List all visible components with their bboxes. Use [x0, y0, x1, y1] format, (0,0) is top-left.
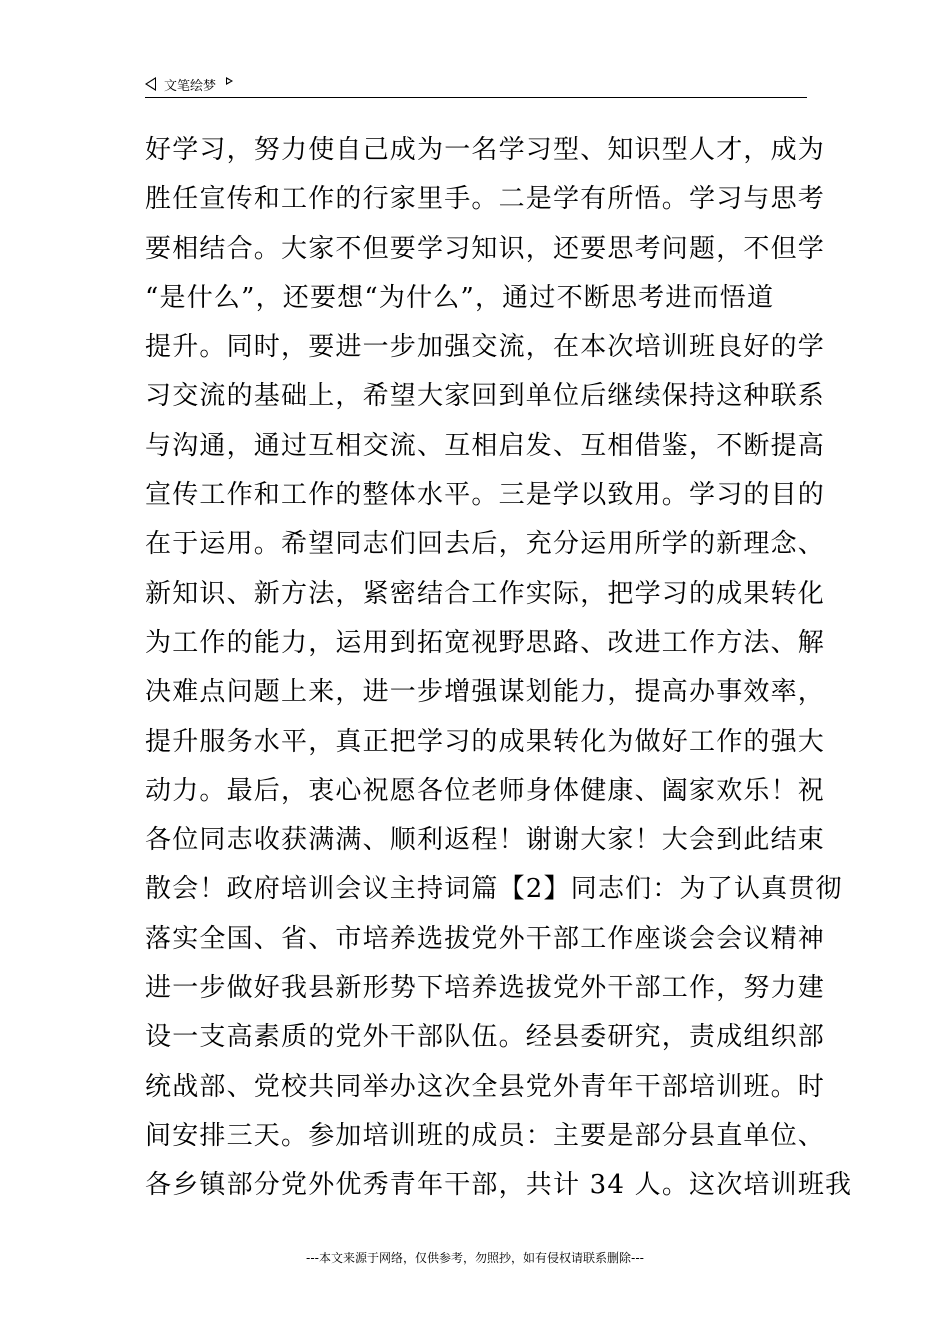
- body-line: 提升服务水平，真正把学习的成果转化为做好工作的强大: [145, 726, 826, 757]
- body-line: 与沟通，通过互相交流、互相启发、互相借鉴，不断提高: [145, 430, 826, 461]
- body-line: 在于运用。希望同志们回去后，充分运用所学的新理念、: [145, 529, 826, 560]
- header-brand: 文笔绘梦: [164, 78, 217, 94]
- footer-disclaimer: ---本文来源于网络，仅供参考，勿照抄，如有侵权请联系删除---: [306, 1251, 644, 1265]
- body-line: 间安排三天。参加培训班的成员：主要是部分县直单位、: [145, 1120, 826, 1151]
- body-line: 要相结合。大家不但要学习知识，还要思考问题，不但学: [145, 233, 826, 264]
- page-header: [145, 72, 807, 96]
- body-line: 决难点问题上来，进一步增强谋划能力，提高办事效率，: [145, 677, 826, 708]
- triangle-right-icon: [226, 77, 233, 85]
- body-line: 各乡镇部分党外优秀青年干部，共计 34 人。这次培训班我: [145, 1170, 853, 1201]
- document-body: [145, 126, 853, 1211]
- triangle-left-icon: [145, 77, 156, 91]
- body-line: 胜任宣传和工作的行家里手。二是学有所悟。学习与思考: [145, 184, 826, 215]
- body-line: 习交流的基础上，希望大家回到单位后继续保持这种联系: [145, 381, 826, 412]
- body-line: 宣传工作和工作的整体水平。三是学以致用。学习的目的: [145, 480, 826, 511]
- body-line: 新知识、新方法，紧密结合工作实际，把学习的成果转化: [145, 578, 826, 609]
- body-line: 统战部、党校共同举办这次全县党外青年干部培训班。时: [145, 1071, 826, 1102]
- body-line: 散会！政府培训会议主持词篇【2】同志们：为了认真贯彻: [145, 874, 843, 905]
- body-line: 落实全国、省、市培养选拔党外干部工作座谈会会议精神: [145, 923, 826, 954]
- body-line: 进一步做好我县新形势下培养选拔党外干部工作，努力建: [145, 973, 826, 1004]
- body-line: “是什么”，还要想“为什么”，通过不断思考进而悟道: [145, 282, 775, 313]
- body-line: 为工作的能力，运用到拓宽视野思路、改进工作方法、解: [145, 627, 826, 658]
- body-line: 动力。最后，衷心祝愿各位老师身体健康、阖家欢乐！祝: [145, 775, 826, 806]
- header-divider: [145, 97, 807, 98]
- body-line: 提升。同时，要进一步加强交流，在本次培训班良好的学: [145, 332, 826, 363]
- body-line: 设一支高素质的党外干部队伍。经县委研究，责成组织部: [145, 1022, 826, 1053]
- body-line: 好学习，努力使自己成为一名学习型、知识型人才，成为: [145, 135, 826, 165]
- body-line: 各位同志收获满满、顺利返程！谢谢大家！大会到此结束: [145, 825, 826, 856]
